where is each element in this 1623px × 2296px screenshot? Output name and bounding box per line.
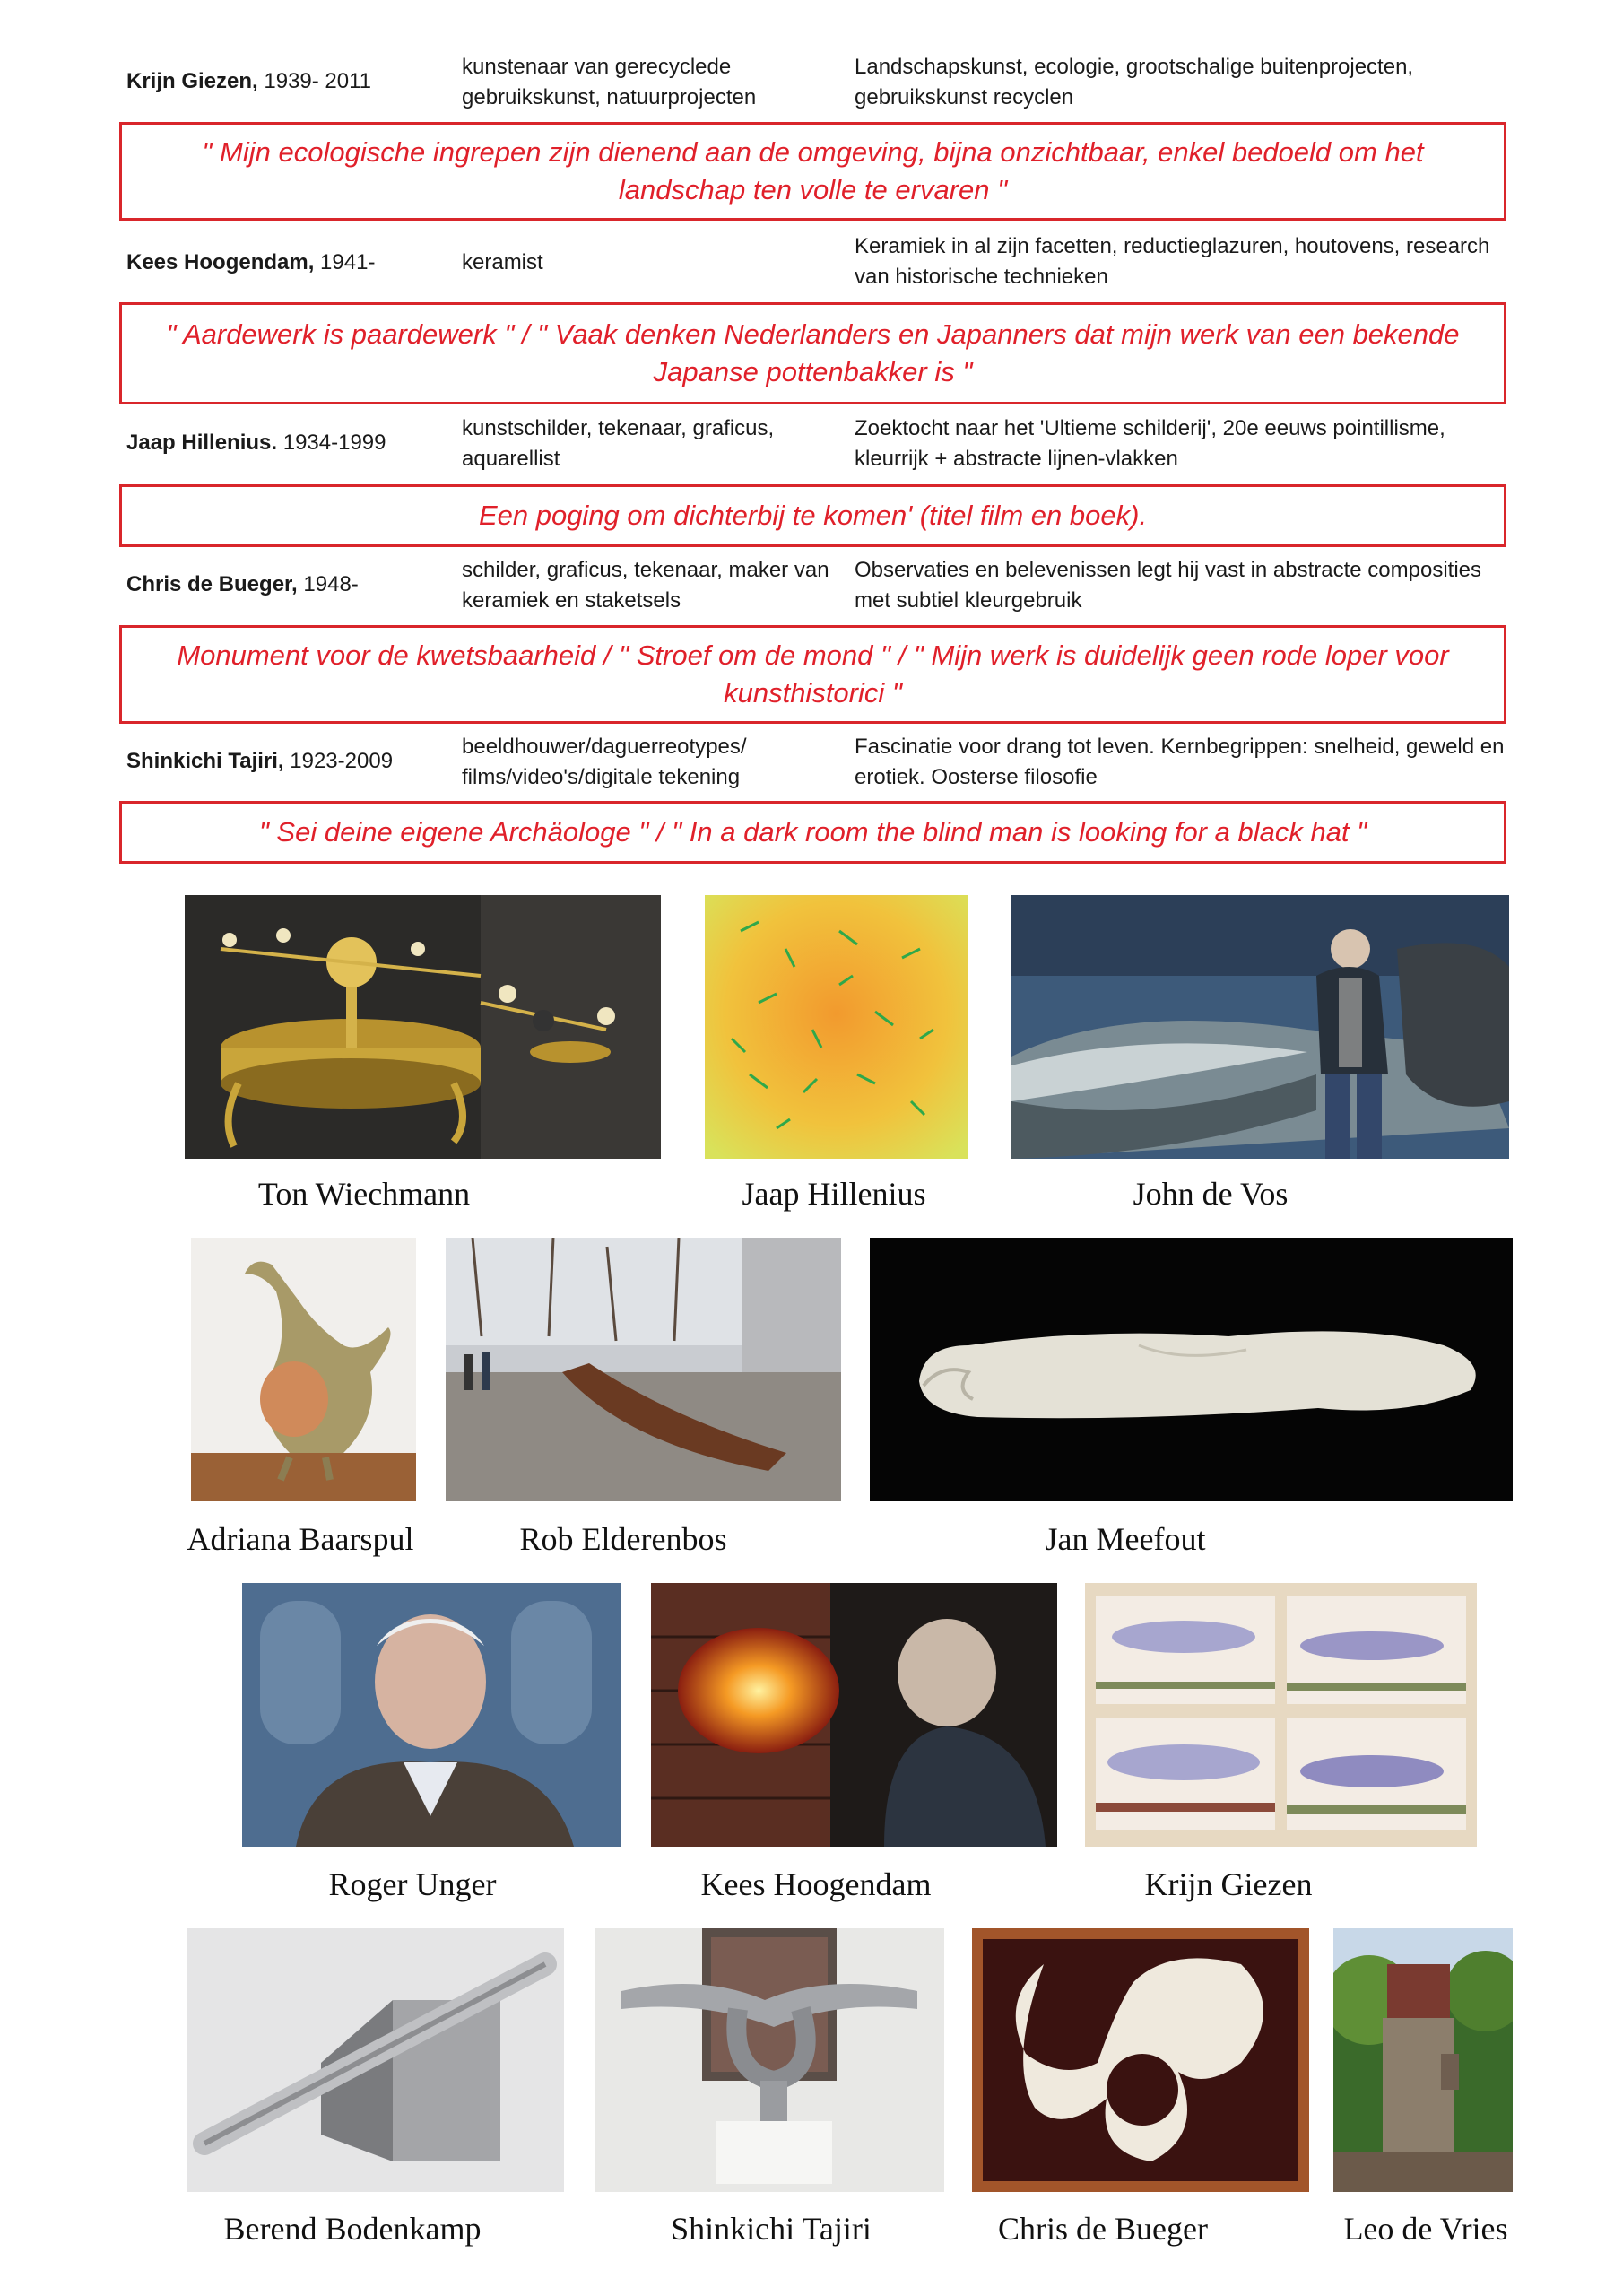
photo-steel-geometric-sculpture bbox=[187, 1928, 564, 2192]
artist-name: Kees Hoogendam, bbox=[126, 250, 315, 274]
photo-reclining-marble-figure bbox=[870, 1238, 1513, 1501]
artist-years: 1923-2009 bbox=[283, 749, 394, 773]
artist-quote: " Mijn ecologische ingrepen zijn dienend aan de omgeving, bijna onzichtbaar, enkel bedoeld om het landschap ten volle te ervaren " bbox=[119, 122, 1506, 221]
artist-row-chris-de-bueger bbox=[119, 555, 1509, 616]
artist-role: beeldhouwer/daguerreotypes/ films/video's/digitale tekening bbox=[462, 735, 747, 789]
artist-name: Chris de Bueger, bbox=[126, 572, 298, 596]
photo-orrery-sculpture bbox=[185, 895, 661, 1159]
artist-themes: Observaties en belevenissen legt hij vast in abstracte composities met subtiel kleurgebruik bbox=[855, 558, 1482, 613]
photo-abstract-painting-bueger bbox=[972, 1928, 1309, 2192]
artist-quote: " Aardewerk is paardewerk " / " Vaak denken Nederlanders en Japanners dat mijn werk van een bekende Japanse pottenbakker is " bbox=[119, 302, 1506, 404]
artist-quote: Monument voor de kwetsbaarheid / " Stroef om de mond " / " Mijn werk is duidelijk geen rode loper voor kunsthistorici " bbox=[119, 625, 1506, 724]
caption: Leo de Vries bbox=[1343, 2211, 1508, 2247]
artist-quote: " Sei deine eigene Archäologe " / " In a dark room the blind man is looking for a black hat " bbox=[119, 801, 1506, 864]
artist-themes: Fascinatie voor drang tot leven. Kernbegrippen: snelheid, geweld en erotiek. Oosterse filosofie bbox=[855, 735, 1505, 789]
photo-landscape-sketches bbox=[1085, 1583, 1477, 1847]
photo-portrait-roger-unger bbox=[242, 1583, 621, 1847]
photo-knot-sculpture-tajiri bbox=[595, 1928, 944, 2192]
artist-name: Jaap Hillenius. bbox=[126, 430, 278, 455]
caption: John de Vos bbox=[1133, 1176, 1289, 1212]
caption: Roger Unger bbox=[328, 1866, 497, 1902]
artist-role: kunstenaar van gerecyclede gebruikskunst, natuurprojecten bbox=[462, 55, 757, 109]
artist-row-kees-hoogendam bbox=[119, 231, 1509, 292]
artist-name: Krijn Giezen, bbox=[126, 69, 258, 93]
caption: Chris de Bueger bbox=[998, 2211, 1208, 2247]
photo-street-sculpture bbox=[446, 1238, 841, 1501]
photo-whale-sculpture-man bbox=[1011, 895, 1509, 1159]
caption: Adriana Baarspul bbox=[187, 1521, 414, 1557]
artist-role: keramist bbox=[462, 250, 543, 274]
caption: Kees Hoogendam bbox=[700, 1866, 932, 1902]
artist-years: 1934-1999 bbox=[277, 430, 386, 455]
artist-years: 1941- bbox=[314, 250, 376, 274]
caption: Jaap Hillenius bbox=[742, 1176, 926, 1212]
artist-themes: Landschapskunst, ecologie, grootschalige buitenprojecten, gebruikskunst recyclen bbox=[855, 55, 1414, 109]
artist-years: 1948- bbox=[297, 572, 359, 596]
artist-row-shinkichi-tajiri bbox=[119, 732, 1509, 793]
artist-themes: Zoektocht naar het 'Ultieme schilderij', 20e eeuws pointillisme, kleurrijk + abstracte lijnen-vlakken bbox=[855, 416, 1445, 471]
artist-role: schilder, graficus, tekenaar, maker van keramiek en staketsels bbox=[462, 558, 829, 613]
photo-kiln-kees-hoogendam bbox=[651, 1583, 1057, 1847]
caption: Jan Meefout bbox=[1045, 1521, 1206, 1557]
artist-row-krijn-giezen bbox=[119, 52, 1509, 113]
photo-stone-sculpture-garden bbox=[1333, 1928, 1513, 2192]
artist-quote: Een poging om dichterbij te komen' (titel film en boek). bbox=[119, 484, 1506, 547]
caption: Rob Elderenbos bbox=[519, 1521, 727, 1557]
caption: Berend Bodenkamp bbox=[223, 2211, 482, 2247]
caption: Krijn Giezen bbox=[1144, 1866, 1313, 1902]
artist-name: Shinkichi Tajiri, bbox=[126, 749, 284, 773]
caption: Shinkichi Tajiri bbox=[671, 2211, 872, 2247]
artist-row-jaap-hillenius bbox=[119, 413, 1509, 474]
artist-themes: Keramiek in al zijn facetten, reductieglazuren, houtovens, research van historische technieken bbox=[855, 234, 1490, 289]
artist-role: kunstschilder, tekenaar, graficus, aquarellist bbox=[462, 416, 775, 471]
caption: Ton Wiechmann bbox=[257, 1176, 471, 1212]
artist-years: 1939- 2011 bbox=[257, 69, 372, 93]
photo-pointillist-painting bbox=[705, 895, 968, 1159]
photo-bird-ceramic bbox=[191, 1238, 416, 1501]
